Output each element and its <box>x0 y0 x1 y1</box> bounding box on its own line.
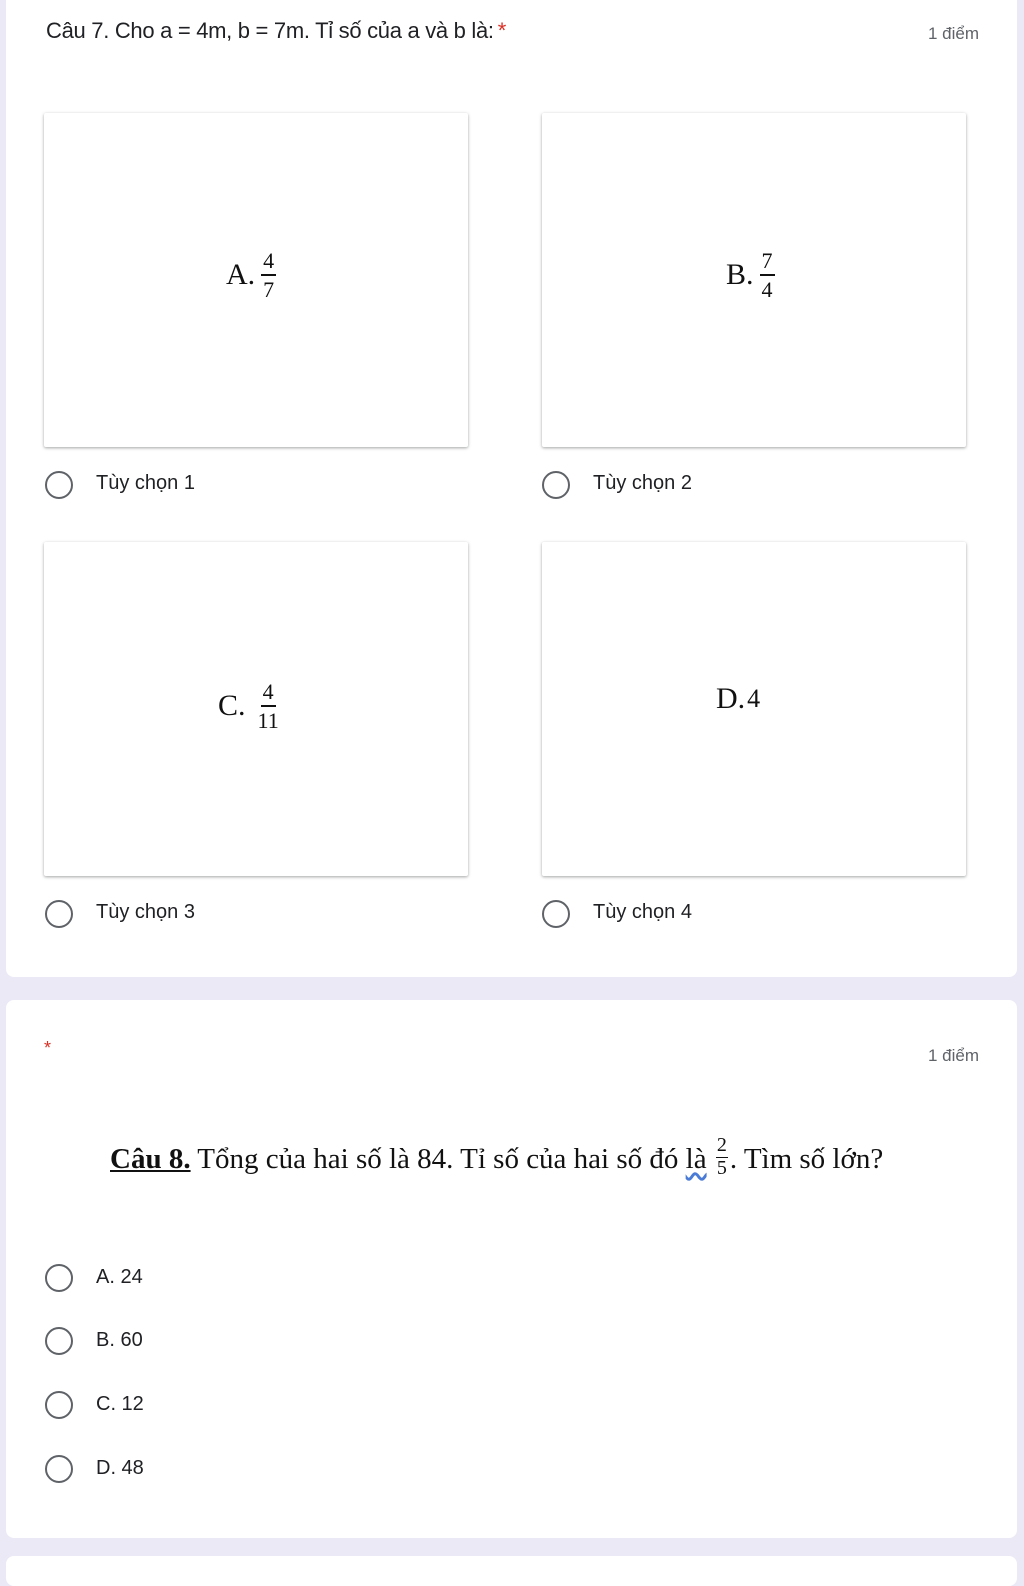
option-2-radio[interactable] <box>542 471 570 499</box>
option-a-numerator: 4 <box>261 249 276 276</box>
option-c-image <box>44 542 468 876</box>
option-b-denominator: 4 <box>761 277 773 303</box>
option-d-math <box>716 682 760 716</box>
option-b-label[interactable]: B. 60 <box>96 1329 143 1351</box>
next-question-card <box>6 1556 1017 1586</box>
option-a-label[interactable]: A. 24 <box>96 1266 143 1288</box>
option-4-radio[interactable] <box>542 900 570 928</box>
option-c-denominator: 11 <box>257 708 279 734</box>
option-b-radio[interactable] <box>45 1327 73 1355</box>
option-c-letter: C. <box>218 689 246 723</box>
question-8-text <box>110 1136 910 1183</box>
option-a-radio[interactable] <box>45 1264 73 1292</box>
option-b-image <box>542 113 966 447</box>
question-7-card <box>6 0 1017 977</box>
option-a-math <box>226 249 276 301</box>
option-b-fraction <box>760 249 775 301</box>
question-8-numerator: 2 <box>716 1134 727 1157</box>
required-asterisk: * <box>44 1038 52 1058</box>
option-4-label[interactable]: Tùy chọn 4 <box>593 901 692 923</box>
question-7-title: Câu 7. Cho a = 4m, b = 7m. Tỉ số của a và b là: <box>46 18 494 43</box>
question-8-text-before: Tổng của hai số là 84. Tỉ số của hai số đó <box>190 1143 686 1175</box>
option-c-radio[interactable] <box>45 1391 73 1419</box>
option-c-fraction <box>258 680 279 732</box>
question-8-la: là <box>685 1143 707 1175</box>
option-b-math <box>726 249 775 301</box>
question-8-denominator: 5 <box>716 1157 727 1180</box>
option-3-label[interactable]: Tùy chọn 3 <box>96 901 195 923</box>
question-8-card <box>6 1000 1017 1538</box>
option-d-letter: D. <box>716 682 746 715</box>
question-7-title-row <box>46 18 506 44</box>
option-a-image <box>44 113 468 447</box>
option-c-math <box>218 680 279 732</box>
option-c-label[interactable]: C. 12 <box>96 1393 144 1415</box>
option-a-denominator: 7 <box>263 277 275 303</box>
question-8-number: Câu 8. <box>110 1143 191 1175</box>
option-d-image <box>542 542 966 876</box>
option-d-value: 4 <box>747 684 761 713</box>
option-c-numerator: 4 <box>261 680 276 707</box>
question-7-points: 1 điểm <box>927 24 979 43</box>
option-a-letter: A. <box>226 258 256 292</box>
option-1-label[interactable]: Tùy chọn 1 <box>96 472 195 494</box>
question-8-points: 1 điểm <box>927 1046 979 1065</box>
question-8-text-after: . Tìm số lớn? <box>729 1143 884 1175</box>
option-d-radio[interactable] <box>45 1455 73 1483</box>
option-a-fraction <box>261 249 276 301</box>
option-b-numerator: 7 <box>760 249 775 276</box>
option-b-letter: B. <box>726 258 754 292</box>
option-3-radio[interactable] <box>45 900 73 928</box>
question-8-fraction <box>716 1135 728 1179</box>
option-2-label[interactable]: Tùy chọn 2 <box>593 472 692 494</box>
option-d-label[interactable]: D. 48 <box>96 1457 144 1479</box>
required-asterisk: * <box>497 18 507 43</box>
option-1-radio[interactable] <box>45 471 73 499</box>
